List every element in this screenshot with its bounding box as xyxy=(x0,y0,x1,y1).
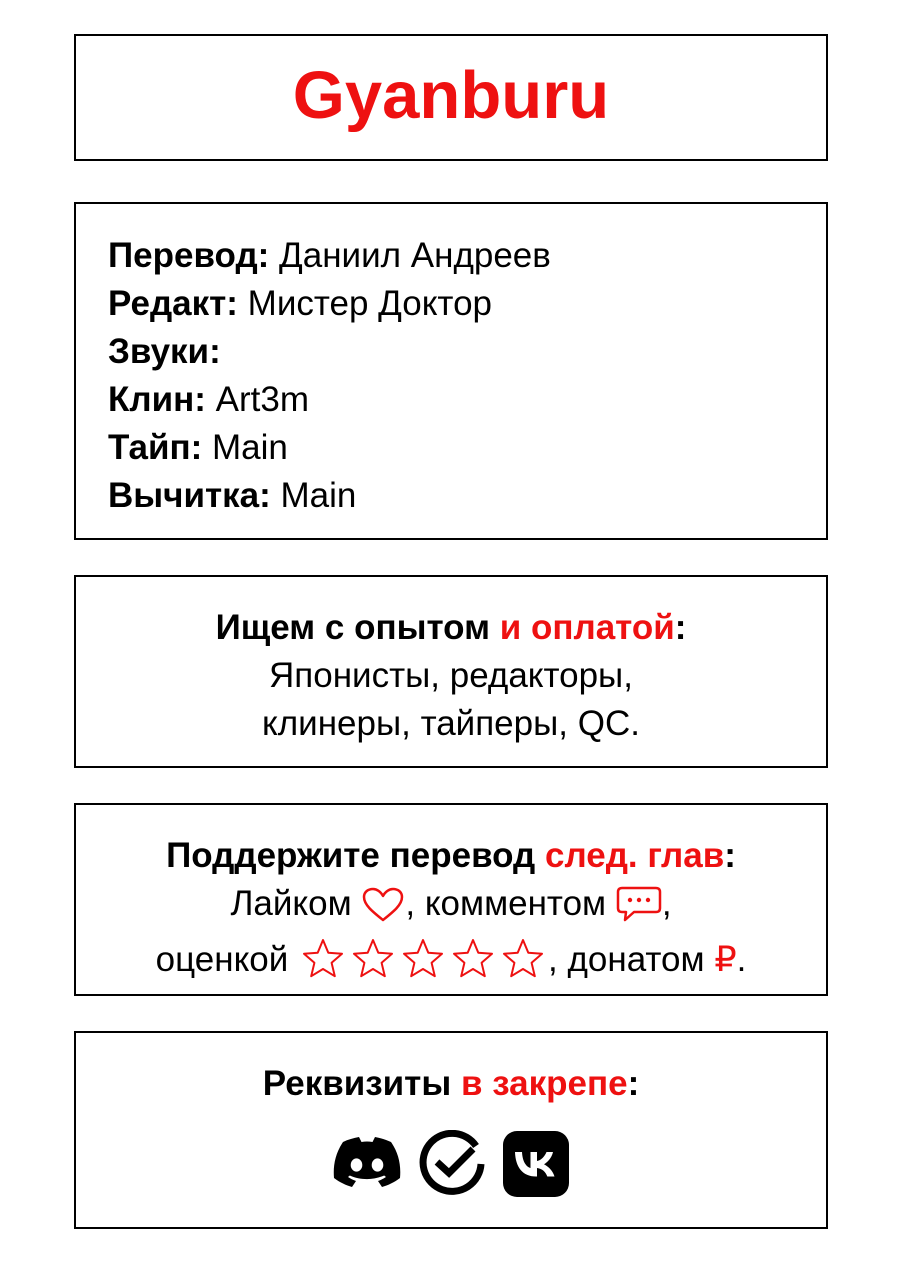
comment-icon xyxy=(616,885,662,936)
heart-icon xyxy=(361,887,405,936)
recruit-box xyxy=(74,575,828,768)
comment-text: , комментом xyxy=(405,884,607,923)
donate-text: , донатом xyxy=(548,940,705,979)
credit-translation xyxy=(108,232,826,280)
credit-value: Даниил Андреев xyxy=(269,236,551,275)
requisites-heading-text: Реквизиты xyxy=(262,1064,461,1103)
rating-text: оценкой xyxy=(155,940,289,979)
credit-type xyxy=(108,424,826,472)
discord-icon[interactable] xyxy=(332,1136,402,1197)
requisites-heading-accent: в закрепе xyxy=(460,1064,628,1103)
requisites-heading-colon: : xyxy=(627,1064,640,1103)
requisites-content xyxy=(76,1033,826,1203)
recruit-content xyxy=(76,577,826,748)
star-icon xyxy=(404,940,442,976)
credit-label: Редакт: xyxy=(108,284,238,323)
credit-clean xyxy=(108,376,826,424)
requisites-box xyxy=(74,1031,828,1229)
social-icons xyxy=(76,1130,826,1203)
star-icon xyxy=(504,940,542,976)
credit-label: Перевод: xyxy=(108,236,270,275)
credit-value: Main xyxy=(202,428,288,467)
credit-label: Тайп: xyxy=(108,428,203,467)
vk-icon[interactable] xyxy=(502,1130,570,1203)
title-box xyxy=(74,34,828,161)
recruit-heading-accent: и оплатой xyxy=(499,608,675,647)
rating-stars xyxy=(298,937,548,992)
support-heading-accent: след. глав xyxy=(544,836,725,875)
recruit-heading-colon: : xyxy=(674,608,687,647)
credit-label: Звуки: xyxy=(108,332,221,371)
support-heading-colon: : xyxy=(724,836,736,875)
star-icon xyxy=(354,940,392,976)
period: . xyxy=(736,940,747,979)
like-text: Лайком xyxy=(230,884,352,923)
credits-box xyxy=(74,202,828,540)
credit-proofread xyxy=(108,472,826,520)
recruit-line-2: клинеры, тайперы, QC. xyxy=(262,704,640,743)
page-title: Gyanburu xyxy=(292,58,610,133)
credits-list xyxy=(76,204,826,520)
sber-icon[interactable] xyxy=(418,1130,486,1203)
ruble-icon: ₽ xyxy=(714,940,737,979)
support-heading xyxy=(76,832,826,880)
support-content xyxy=(76,805,826,992)
credit-sound xyxy=(108,328,826,376)
recruit-heading-text: Ищем с опытом xyxy=(215,608,500,647)
credit-label: Вычитка: xyxy=(108,476,271,515)
star-icon xyxy=(454,940,492,976)
credit-editor xyxy=(108,280,826,328)
credit-value: Art3m xyxy=(205,380,309,419)
credit-value: Main xyxy=(270,476,357,515)
star-icon xyxy=(304,940,342,976)
recruit-line-1: Японисты, редакторы, xyxy=(269,656,633,695)
support-heading-text: Поддержите перевод xyxy=(166,836,545,875)
comma: , xyxy=(661,884,672,923)
support-line-2 xyxy=(76,936,826,992)
credit-label: Клин: xyxy=(108,380,206,419)
support-box xyxy=(74,803,828,996)
requisites-heading xyxy=(76,1060,826,1108)
recruit-heading xyxy=(76,604,826,652)
support-line-1 xyxy=(76,880,826,936)
credit-value: Мистер Доктор xyxy=(237,284,492,323)
